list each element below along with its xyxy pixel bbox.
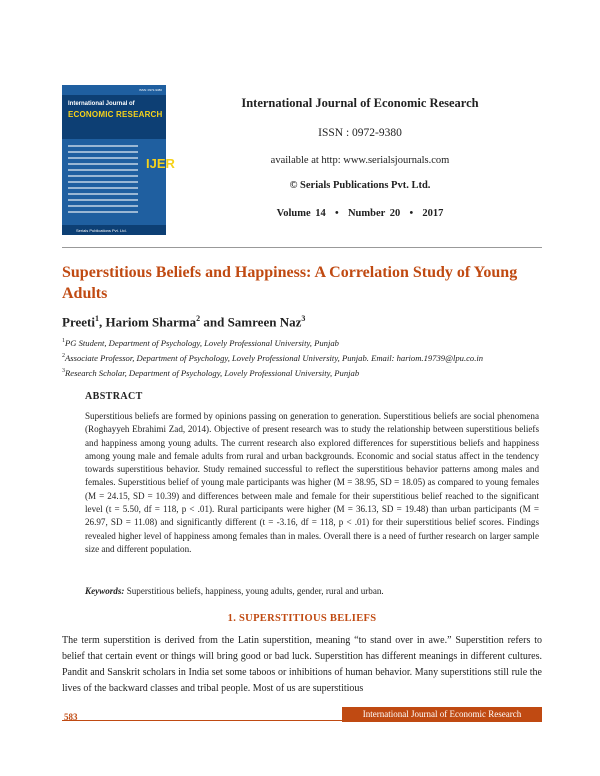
journal-year: 2017 — [422, 208, 444, 219]
affiliation-mark: 1 — [62, 338, 65, 344]
affiliation-text: Research Scholar, Department of Psychology, Lovely Professional University, Punjab — [65, 367, 360, 378]
journal-volume-line: Volume 14 • Number 20 • 2017 — [276, 208, 444, 219]
journal-cover-image — [62, 85, 175, 235]
keywords-text: Superstitious beliefs, happiness, young adults, gender, rural and urban. — [126, 586, 384, 596]
author-mark: 2 — [196, 314, 201, 323]
author-separator: and — [200, 314, 228, 330]
affiliation-list — [62, 335, 542, 380]
keywords-label: Keywords: — [85, 586, 125, 596]
affiliation — [62, 365, 542, 380]
abstract-heading: ABSTRACT — [85, 391, 143, 402]
author-mark: 1 — [94, 314, 99, 323]
author-name: Hariom Sharma — [105, 314, 197, 330]
affiliation — [62, 335, 542, 350]
footer-journal-name: International Journal of Economic Research — [342, 707, 542, 722]
journal-copyright: © Serials Publications Pvt. Ltd. — [289, 180, 431, 191]
footer-page-rule — [62, 707, 342, 721]
journal-availability: available at http: www.serialsjournals.com — [270, 155, 450, 166]
cover-issn: ISSN: 0972-9380 — [138, 88, 162, 92]
cover-title-main: ECONOMIC RESEARCH — [68, 110, 163, 119]
affiliation — [62, 350, 542, 365]
journal-info — [200, 96, 520, 219]
author-name: Preeti — [62, 314, 95, 330]
journal-issn: ISSN : 0972-9380 — [318, 127, 402, 139]
header-divider — [62, 247, 542, 248]
abstract-body: Superstitious beliefs are formed by opinions passing on generation to generation. Superstitious beliefs are social phenomena (Roghayyeh Ebrahimi Zad, 2014). Objective of present research was to study the relationship between superstitious beliefs and happiness among young adults. The current research also explored differences for superstitious beliefs and happiness among young male and female adults from rural and urban backgrounds. Economic and social status affect in the tendency towards superstitious behavior. Study remained successful to reflect the superstitious behavior patterns among males and females. Superstitious belief of young male participants was higher (M = 38.95, SD = 18.05) as compared to young females (M = 24.15, SD = 10.39) and differences between male and female for their superstitious belief reached to the significant level (t = 5.50, df = 118, p < .01). Rural participants were higher (M = 36.13, SD = 19.48) than urban participants (M = 26.97, SD = 11.08) and significantly different (t = -3.16, df = 118, p < .01) for their superstitious belief scores. Findings revealed higher level of happiness among females than in males. Overall there is a need of further research on larger sample size and different population. — [85, 411, 539, 554]
affiliation-text: Associate Professor, Department of Psychology, Lovely Professional University, Punjab. Email: hariom.19739@lpu.co.in — [65, 352, 484, 363]
paper-title: Superstitious Beliefs and Happiness: A Correlation Study of Young Adults — [62, 264, 518, 302]
cover-title-top: International Journal of — [68, 101, 135, 107]
affiliation-text: PG Student, Department of Psychology, Lovely Professional University, Punjab — [65, 337, 339, 348]
journal-number: Number 20 — [347, 208, 401, 219]
affiliation-mark: 2 — [62, 352, 65, 359]
author-separator: , — [98, 314, 106, 330]
page-number: 583 — [64, 712, 78, 722]
author-list — [62, 314, 305, 330]
cover-side-letters: IJER — [146, 156, 175, 171]
cover-publisher: Serials Publications Pvt. Ltd. — [76, 228, 127, 233]
journal-name: International Journal of Economic Research — [241, 96, 479, 110]
author-name: Samreen Naz — [227, 314, 302, 330]
keywords-line — [85, 586, 539, 596]
page-footer — [62, 707, 542, 722]
section-body: The term superstition is derived from the Latin superstition, meaning “to stand over in awe.” Superstition refers to belief that certain event or things will bring good or bad luck. Superstition has different meanings in different cultures. Pandit and Sanskrit scholars in India set some taboos or inhibitions of human behavior. Many superstitions still rule the lives of the backward classes and tribal people. Most of us are superstitious — [62, 635, 542, 694]
affiliation-mark: 3 — [62, 367, 65, 374]
author-mark: 3 — [301, 314, 306, 323]
cover-contents-lines — [68, 145, 138, 217]
section-heading: 1. SUPERSTITIOUS BELIEFS — [227, 613, 377, 624]
journal-volume: Volume 14 — [276, 208, 326, 219]
